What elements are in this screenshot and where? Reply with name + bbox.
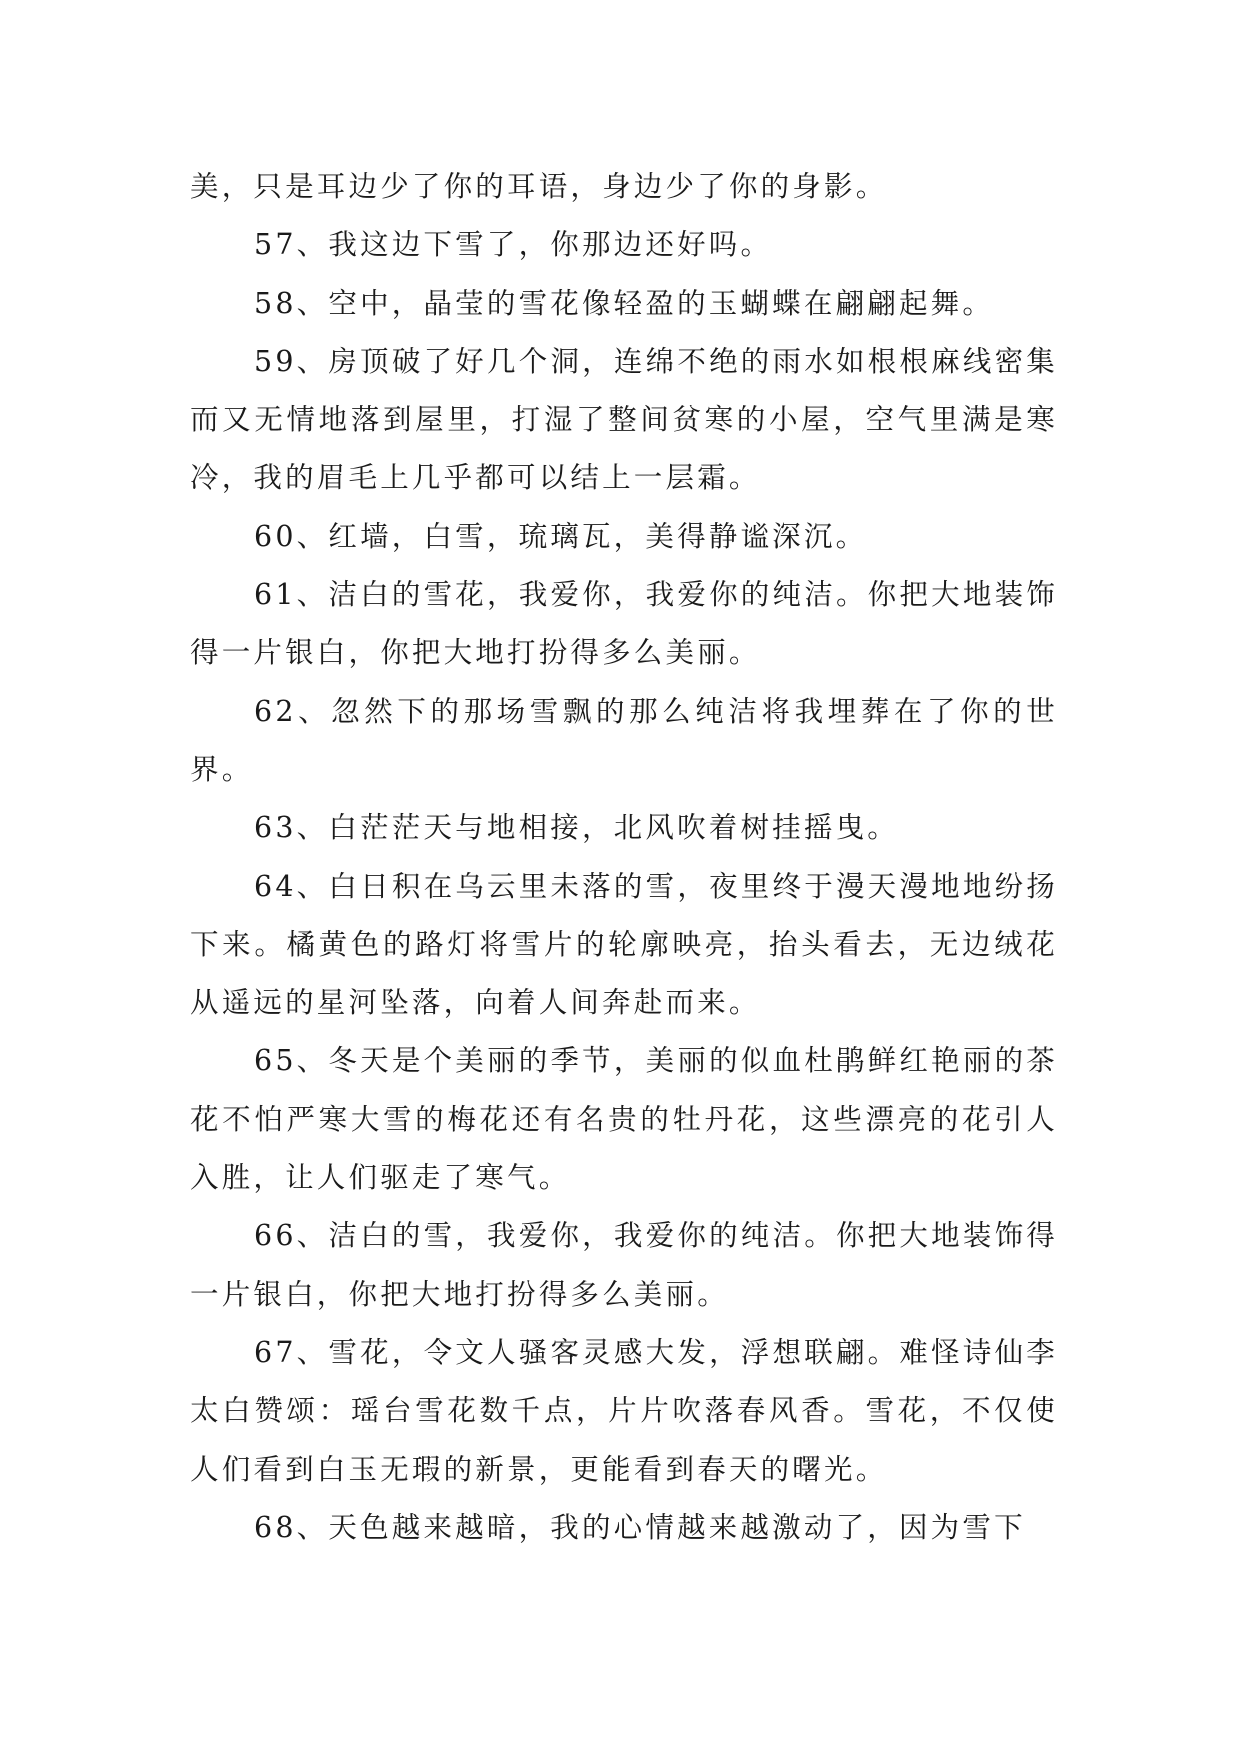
paragraph-67: 67、雪花，令文人骚客灵感大发，浮想联翩。难怪诗仙李太白赞颂：瑶台雪花数千点，片片吹落春风香。雪花，不仅使人们看到白玉无瑕的新景，更能看到春天的曙光。 (190, 1335, 1058, 1486)
paragraph-63: 63、白茫茫天与地相接，北风吹着树挂摇曳。 (254, 811, 899, 845)
paragraph-60: 60、红墙，白雪，琉璃瓦，美得静谧深沉。 (254, 519, 868, 553)
paragraph-59: 59、房顶破了好几个洞，连绵不绝的雨水如根根麻线密集而又无情地落到屋里，打湿了整间贫寒的小屋，空气里满是寒冷，我的眉毛上几乎都可以结上一层霜。 (190, 344, 1058, 495)
paragraph-continuation: 美，只是耳边少了你的耳语，身边少了你的身影。 (190, 170, 888, 203)
paragraph-62: 62、忽然下的那场雪飘的那么纯洁将我埋葬在了你的世界。 (190, 694, 1058, 786)
paragraph-57: 57、我这边下雪了，你那边还好吗。 (254, 228, 773, 262)
paragraph-58: 58、空中，晶莹的雪花像轻盈的玉蝴蝶在翩翩起舞。 (254, 286, 995, 320)
paragraph-65: 65、冬天是个美丽的季节，美丽的似血杜鹃鲜红艳丽的茶花不怕严寒大雪的梅花还有名贵的牡丹花，这些漂亮的花引人入胜，让人们驱走了寒气。 (190, 1044, 1058, 1195)
paragraph-66: 66、洁白的雪，我爱你，我爱你的纯洁。你把大地装饰得一片银白，你把大地打扮得多么美丽。 (190, 1219, 1058, 1311)
paragraph-68: 68、天色越来越暗，我的心情越来越激动了，因为雪下 (254, 1510, 1026, 1544)
paragraph-64: 64、白日积在乌云里未落的雪，夜里终于漫天漫地地纷扬下来。橘黄色的路灯将雪片的轮廓映亮，抬头看去，无边绒花从遥远的星河坠落，向着人间奔赴而来。 (190, 869, 1058, 1020)
document-body (190, 158, 1058, 1557)
paragraph-61: 61、洁白的雪花，我爱你，我爱你的纯洁。你把大地装饰得一片银白，你把大地打扮得多么美丽。 (190, 578, 1058, 670)
